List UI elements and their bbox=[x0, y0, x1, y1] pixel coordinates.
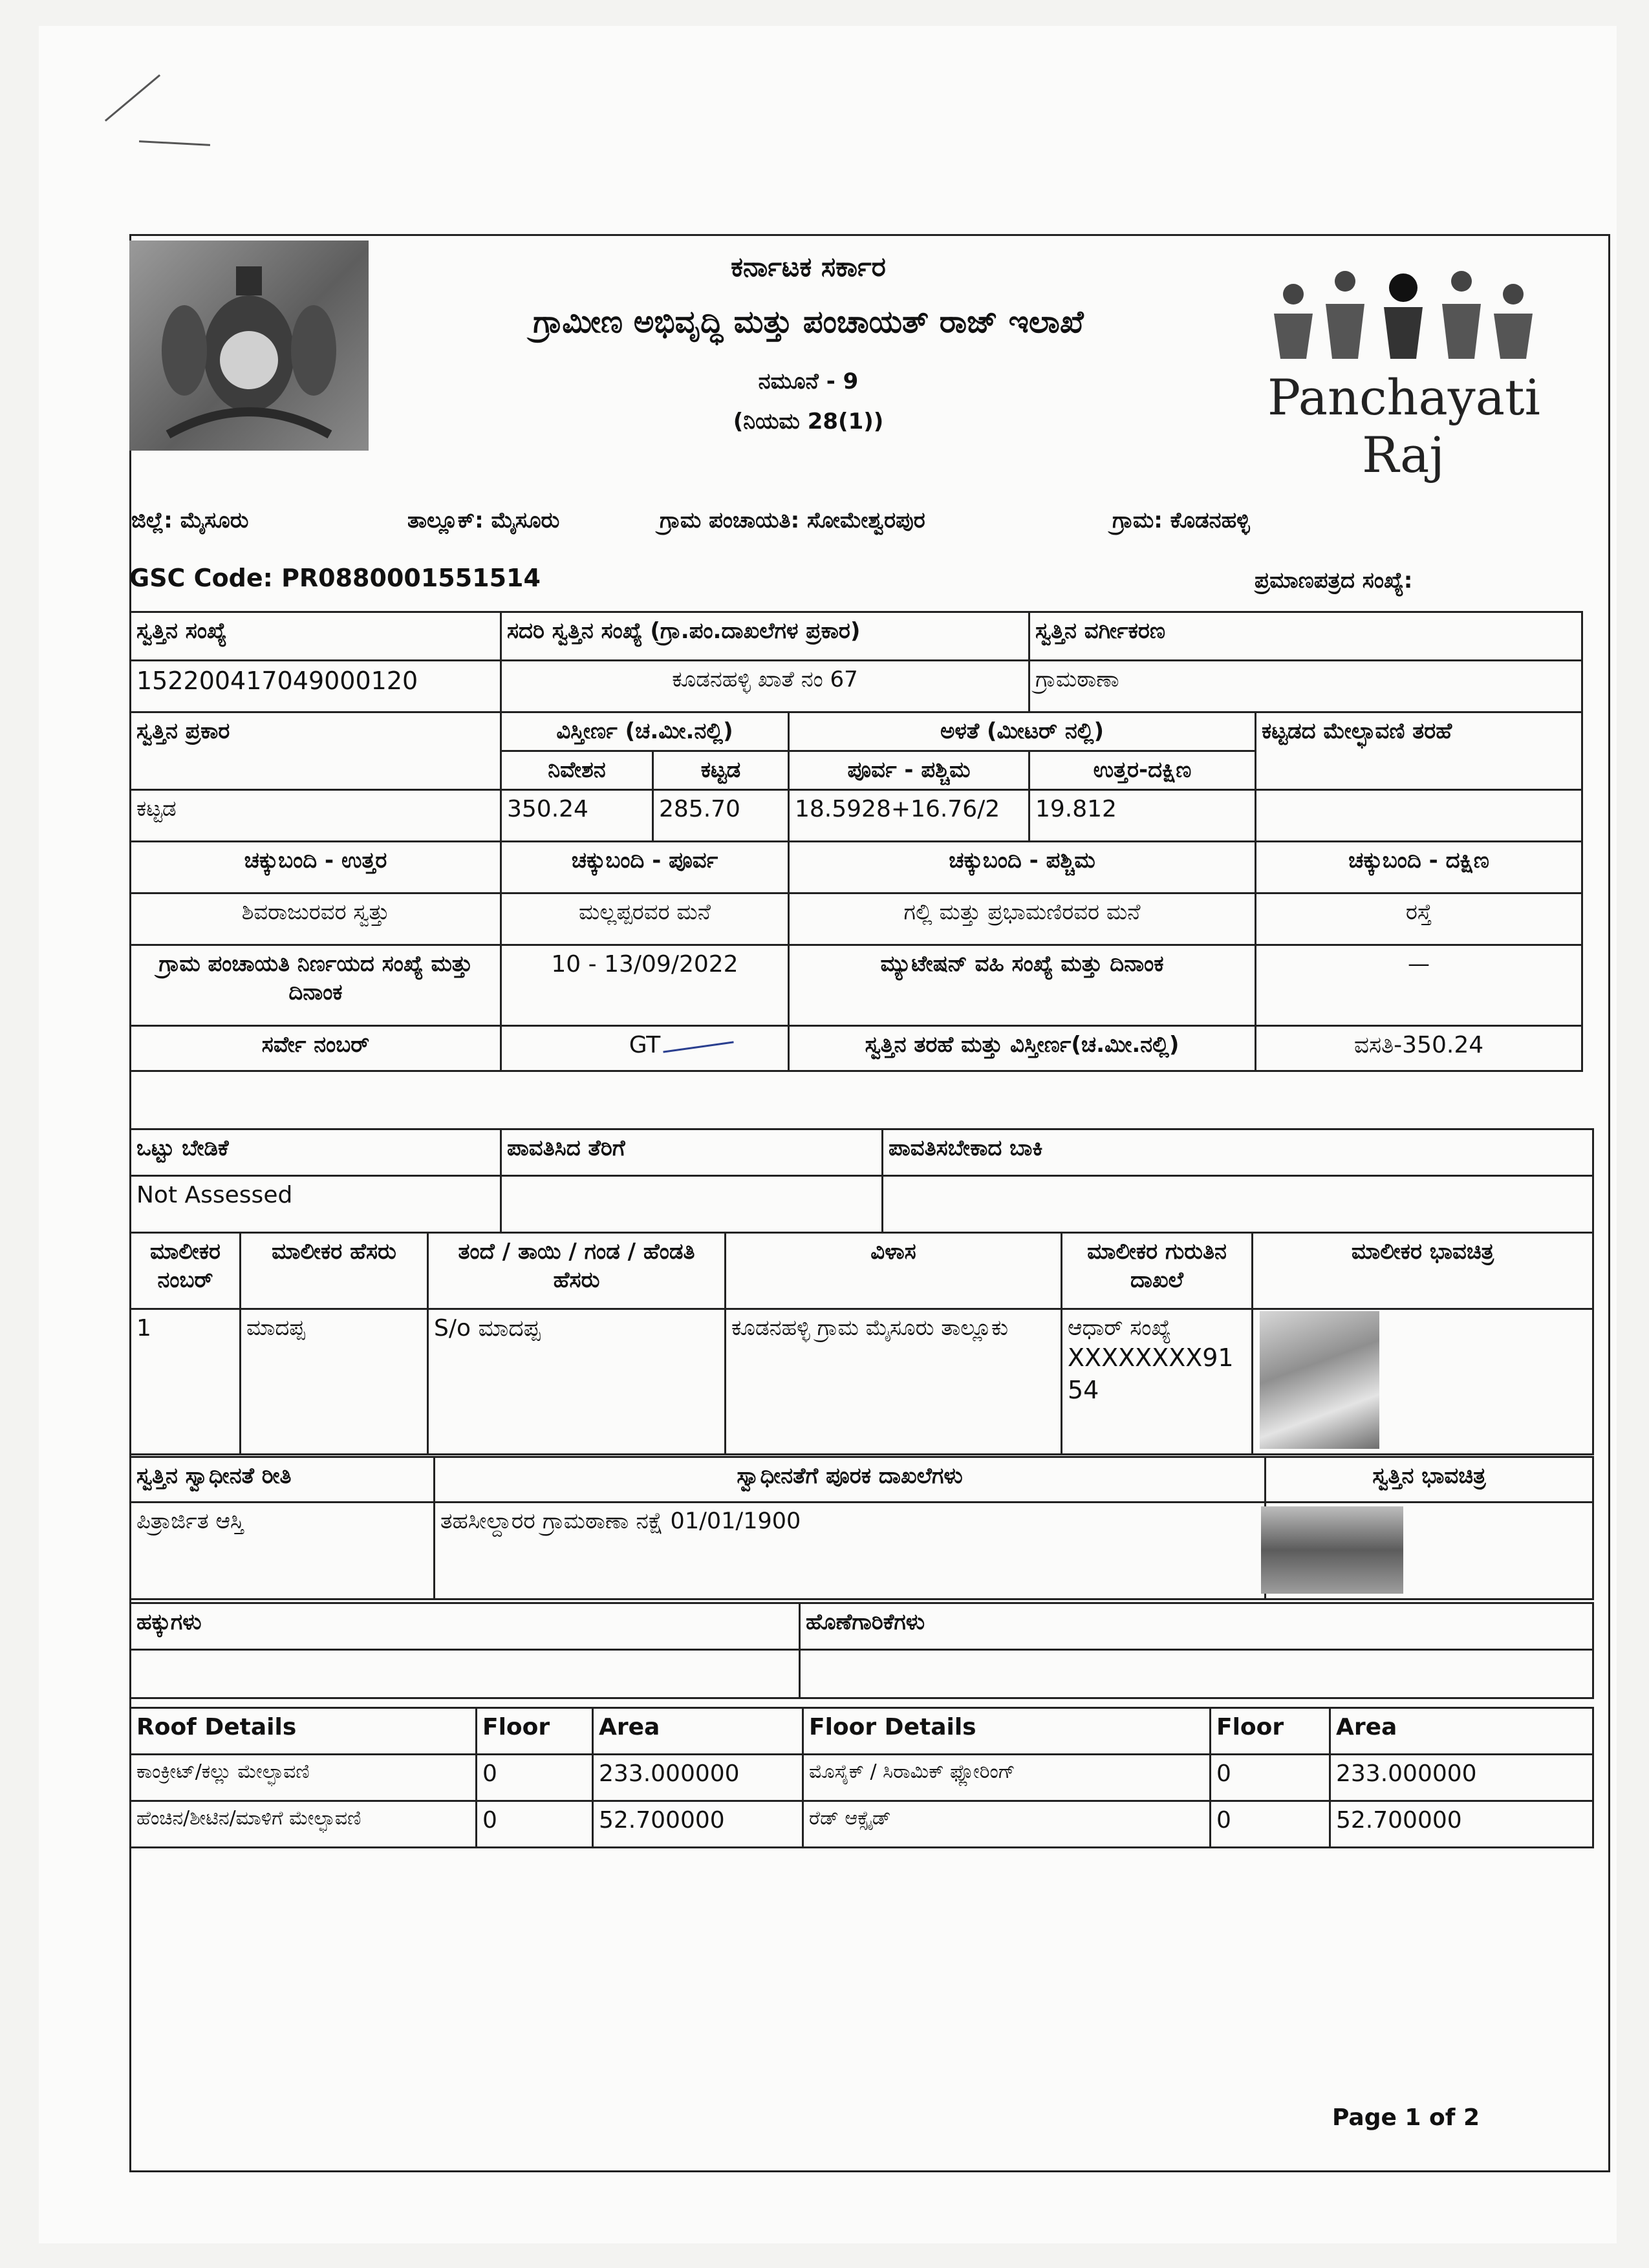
rights-table bbox=[129, 1602, 1594, 1699]
roof-row-area: 52.700000 bbox=[593, 1801, 803, 1848]
owner-id-cell bbox=[1062, 1309, 1253, 1455]
floor-row-area: 233.000000 bbox=[1330, 1755, 1593, 1801]
roof-row-type: ಕಾಂಕ್ರೀಟ್/ಕಲ್ಲು ಮೇಲ್ಛಾವಣಿ bbox=[131, 1755, 477, 1801]
property-type: ಕಟ್ಟಡ bbox=[131, 790, 501, 842]
boundary-east: ಮಲ್ಲಪ್ಪರವರ ಮನೆ bbox=[501, 893, 789, 945]
form-number: ನಮೂನೆ - 9 bbox=[758, 369, 859, 394]
classification-label: ಸ್ವತ್ತಿನ ವರ್ಗೀಕರಣ bbox=[1029, 612, 1582, 661]
roof-type-label: ಕಟ್ಟಡದ ಮೇಲ್ಛಾವಣಿ ತರಹೆ bbox=[1256, 712, 1582, 790]
owner-address: ಕೂಡನಹಳ್ಳಿ ಗ್ರಾಮ ಮೈಸೂರು ತಾಲ್ಲೂಕು bbox=[726, 1309, 1062, 1455]
floor-row-area: 52.700000 bbox=[1330, 1801, 1593, 1848]
owner-id-number: XXXXXXXX9154 bbox=[1068, 1343, 1234, 1404]
panchayati-raj-logo bbox=[1267, 255, 1540, 484]
property-kind-value: ವಸತಿ-350.24 bbox=[1256, 1026, 1582, 1071]
property-photo bbox=[1261, 1506, 1403, 1594]
due-tax-label: ಪಾವತಿಸಬೇಕಾದ ಬಾಕಿ bbox=[883, 1129, 1593, 1176]
property-kind-label: ಸ್ವತ್ತಿನ ತರಹೆ ಮತ್ತು ವಿಸ್ತೀರ್ಣ(ಚ.ಮೀ.ನಲ್ಲಿ) bbox=[789, 1026, 1256, 1071]
mutation-label: ಮ್ಯುಟೇಷನ್ ವಹಿ ಸಂಖ್ಯೆ ಮತ್ತು ದಿನಾಂಕ bbox=[789, 945, 1256, 1026]
roof-header-floor: Floor bbox=[477, 1708, 593, 1755]
rights-value bbox=[131, 1650, 800, 1698]
roof-header-area: Area bbox=[593, 1708, 803, 1755]
survey-number-label: ಸರ್ವೇ ನಂಬರ್ bbox=[131, 1026, 501, 1071]
survey-number: GT bbox=[501, 1026, 789, 1071]
floor-row-type: ರೆಡ್ ಆಕ್ಸೈಡ್ bbox=[803, 1801, 1211, 1848]
rights-label: ಹಕ್ಕುಗಳು bbox=[131, 1603, 800, 1650]
total-demand-label: ಒಟ್ಟು ಬೇಡಿಕೆ bbox=[131, 1129, 501, 1176]
roof-details-table bbox=[129, 1707, 804, 1848]
village: ಗ್ರಾಮ: ಕೊಡನಹಳ್ಳಿ bbox=[1112, 508, 1250, 533]
address-label: ವಿಳಾಸ bbox=[726, 1233, 1062, 1309]
site-label: ನಿವೇಶನ bbox=[501, 751, 653, 790]
gsc-code: GSC Code: PR0880001551514 bbox=[129, 564, 541, 592]
relation-name-label: ತಂದೆ / ತಾಯಿ / ಗಂಡ / ಹೆಂಡತಿ ಹೆಸರು bbox=[428, 1233, 726, 1309]
boundary-north: ಶಿವರಾಜುರವರ ಸ್ವತ್ತು bbox=[131, 893, 501, 945]
owner-id-label: ಮಾಲೀಕರ ಗುರುತಿನ ದಾಖಲೆ bbox=[1062, 1233, 1253, 1309]
boundary-east-label: ಚಕ್ಕುಬಂದಿ - ಪೂರ್ವ bbox=[501, 842, 789, 893]
owner-name: ಮಾದಪ್ಪ bbox=[241, 1309, 428, 1455]
logo-text: Panchayati Raj bbox=[1267, 369, 1540, 484]
roof-row-area: 233.000000 bbox=[593, 1755, 803, 1801]
due-tax bbox=[883, 1176, 1593, 1233]
header-department: ಗ್ರಾಮೀಣ ಅಭಿವೃದ್ಧಿ ಮತ್ತು ಪಂಚಾಯತ್ ರಾಜ್ ಇಲಾಖೆ bbox=[533, 304, 1084, 340]
taluk: ತಾಲ್ಲೂಕ್: ಮೈಸೂರು bbox=[407, 508, 560, 533]
boundary-west: ಗಲ್ಲಿ ಮತ್ತು ಪ್ರಭಾಮಣಿರವರ ಮನೆ bbox=[789, 893, 1256, 945]
floor-header-details: Floor Details bbox=[803, 1708, 1211, 1755]
floor-row-floor: 0 bbox=[1211, 1801, 1330, 1848]
floor-details-table bbox=[802, 1707, 1594, 1848]
resolution-value: 10 - 13/09/2022 bbox=[501, 945, 789, 1026]
boundary-south-label: ಚಕ್ಕುಬಂದಿ - ದಕ್ಷಿಣ bbox=[1256, 842, 1582, 893]
floor-header-floor: Floor bbox=[1211, 1708, 1330, 1755]
building-area: 285.70 bbox=[653, 790, 789, 842]
acquisition-mode-label: ಸ್ವತ್ತಿನ ಸ್ವಾಧೀನತೆ ರೀತಿ bbox=[131, 1457, 435, 1503]
area-label: ವಿಸ್ತೀರ್ಣ (ಚ.ಮೀ.ನಲ್ಲಿ) bbox=[501, 712, 789, 751]
owner-number: 1 bbox=[131, 1309, 241, 1455]
roof-row-type: ಹೆಂಚಿನ/ಶೀಟಿನ/ಮಾಳಿಗೆ ಮೇಲ್ಛಾವಣಿ bbox=[131, 1801, 477, 1848]
boundary-north-label: ಚಕ್ಕುಬಂದಿ - ಉತ್ತರ bbox=[131, 842, 501, 893]
gram-panchayat: ಗ್ರಾಮ ಪಂಚಾಯತಿ: ಸೋಮೇಶ್ವರಪುರ bbox=[660, 508, 925, 533]
acquisition-docs: ತಹಸೀಲ್ದಾರರ ಗ್ರಾಮಠಾಣಾ ನಕ್ಷೆ 01/01/1900 bbox=[435, 1503, 1266, 1599]
owner-photo-label: ಮಾಲೀಕರ ಭಾವಚಿತ್ರ bbox=[1253, 1233, 1593, 1309]
owner-name-label: ಮಾಲೀಕರ ಹೆಸರು bbox=[241, 1233, 428, 1309]
north-south-value: 19.812 bbox=[1029, 790, 1256, 842]
tax-table bbox=[129, 1128, 1594, 1234]
mutation-value: — bbox=[1256, 945, 1582, 1026]
karnataka-emblem bbox=[129, 241, 369, 451]
liabilities-label: ಹೊಣೆಗಾರಿಕೆಗಳು bbox=[800, 1603, 1593, 1650]
certificate-number-label: ಪ್ರಮಾಣಪತ್ರದ ಸಂಖ್ಯೆ: bbox=[1255, 568, 1413, 594]
paid-tax-label: ಪಾವತಿಸಿದ ತೆರಿಗೆ bbox=[501, 1129, 883, 1176]
acquisition-mode: ಪಿತ್ರಾರ್ಜಿತ ಆಸ್ತಿ bbox=[131, 1503, 435, 1599]
dimensions-label: ಅಳತೆ (ಮೀಟರ್ ನಲ್ಲಿ) bbox=[789, 712, 1256, 751]
site-area: 350.24 bbox=[501, 790, 653, 842]
record-number: ಕೂಡನಹಳ್ಳಿ ಖಾತೆ ನಂ 67 bbox=[501, 661, 1029, 712]
paid-tax bbox=[501, 1176, 883, 1233]
property-number-label: ಸ್ವತ್ತಿನ ಸಂಖ್ಯೆ bbox=[131, 612, 501, 661]
floor-row-type: ಮೊಸೈಕ್ / ಸಿರಾಮಿಕ್ ಫ್ಲೋರಿಂಗ್ bbox=[803, 1755, 1211, 1801]
floor-row-floor: 0 bbox=[1211, 1755, 1330, 1801]
owner-number-label: ಮಾಲೀಕರ ನಂಬರ್ bbox=[131, 1233, 241, 1309]
relation-name: S/o ಮಾದಪ್ಪ bbox=[428, 1309, 726, 1455]
roof-header-details: Roof Details bbox=[131, 1708, 477, 1755]
roof-type-value bbox=[1256, 790, 1582, 842]
total-demand: Not Assessed bbox=[131, 1176, 501, 1233]
property-photo-label: ಸ್ವತ್ತಿನ ಭಾವಚಿತ್ರ bbox=[1266, 1457, 1593, 1503]
property-number: 152200417049000120 bbox=[131, 661, 501, 712]
boundary-south: ರಸ್ತೆ bbox=[1256, 893, 1582, 945]
property-type-label: ಸ್ವತ್ತಿನ ಪ್ರಕಾರ bbox=[131, 712, 501, 790]
owner-photo bbox=[1260, 1311, 1379, 1449]
header-title: ಕರ್ನಾಟಕ ಸರ್ಕಾರ bbox=[731, 251, 886, 283]
east-west-value: 18.5928+16.76/2 bbox=[789, 790, 1029, 842]
building-label: ಕಟ್ಟಡ bbox=[653, 751, 789, 790]
east-west-label: ಪೂರ್ವ - ಪಶ್ಚಿಮ bbox=[789, 751, 1029, 790]
roof-row-floor: 0 bbox=[477, 1755, 593, 1801]
property-details-table bbox=[129, 611, 1583, 1072]
north-south-label: ಉತ್ತರ-ದಕ್ಷಿಣ bbox=[1029, 751, 1256, 790]
owner-id-type: ಆಧಾರ್ ಸಂಖ್ಯೆ bbox=[1068, 1315, 1172, 1341]
record-number-label: ಸದರಿ ಸ್ವತ್ತಿನ ಸಂಖ್ಯೆ (ಗ್ರಾ.ಪಂ.ದಾಖಲೆಗಳ ಪ್ರಕಾರ) bbox=[501, 612, 1029, 661]
resolution-label: ಗ್ರಾಮ ಪಂಚಾಯತಿ ನಿರ್ಣಯದ ಸಂಖ್ಯೆ ಮತ್ತು ದಿನಾಂಕ bbox=[131, 945, 501, 1026]
roof-row-floor: 0 bbox=[477, 1801, 593, 1848]
rule-number: (ನಿಯಮ 28(1)) bbox=[733, 409, 884, 434]
floor-header-area: Area bbox=[1330, 1708, 1593, 1755]
page-indicator: Page 1 of 2 bbox=[1332, 2104, 1480, 2131]
acquisition-docs-label: ಸ್ವಾಧೀನತೆಗೆ ಪೂರಕ ದಾಖಲೆಗಳು bbox=[435, 1457, 1266, 1503]
liabilities-value bbox=[800, 1650, 1593, 1698]
boundary-west-label: ಚಕ್ಕುಬಂದಿ - ಪಶ್ಚಿಮ bbox=[789, 842, 1256, 893]
district: ಜಿಲ್ಲೆ: ಮೈಸೂರು bbox=[131, 508, 249, 533]
classification: ಗ್ರಾಮಠಾಣಾ bbox=[1029, 661, 1582, 712]
